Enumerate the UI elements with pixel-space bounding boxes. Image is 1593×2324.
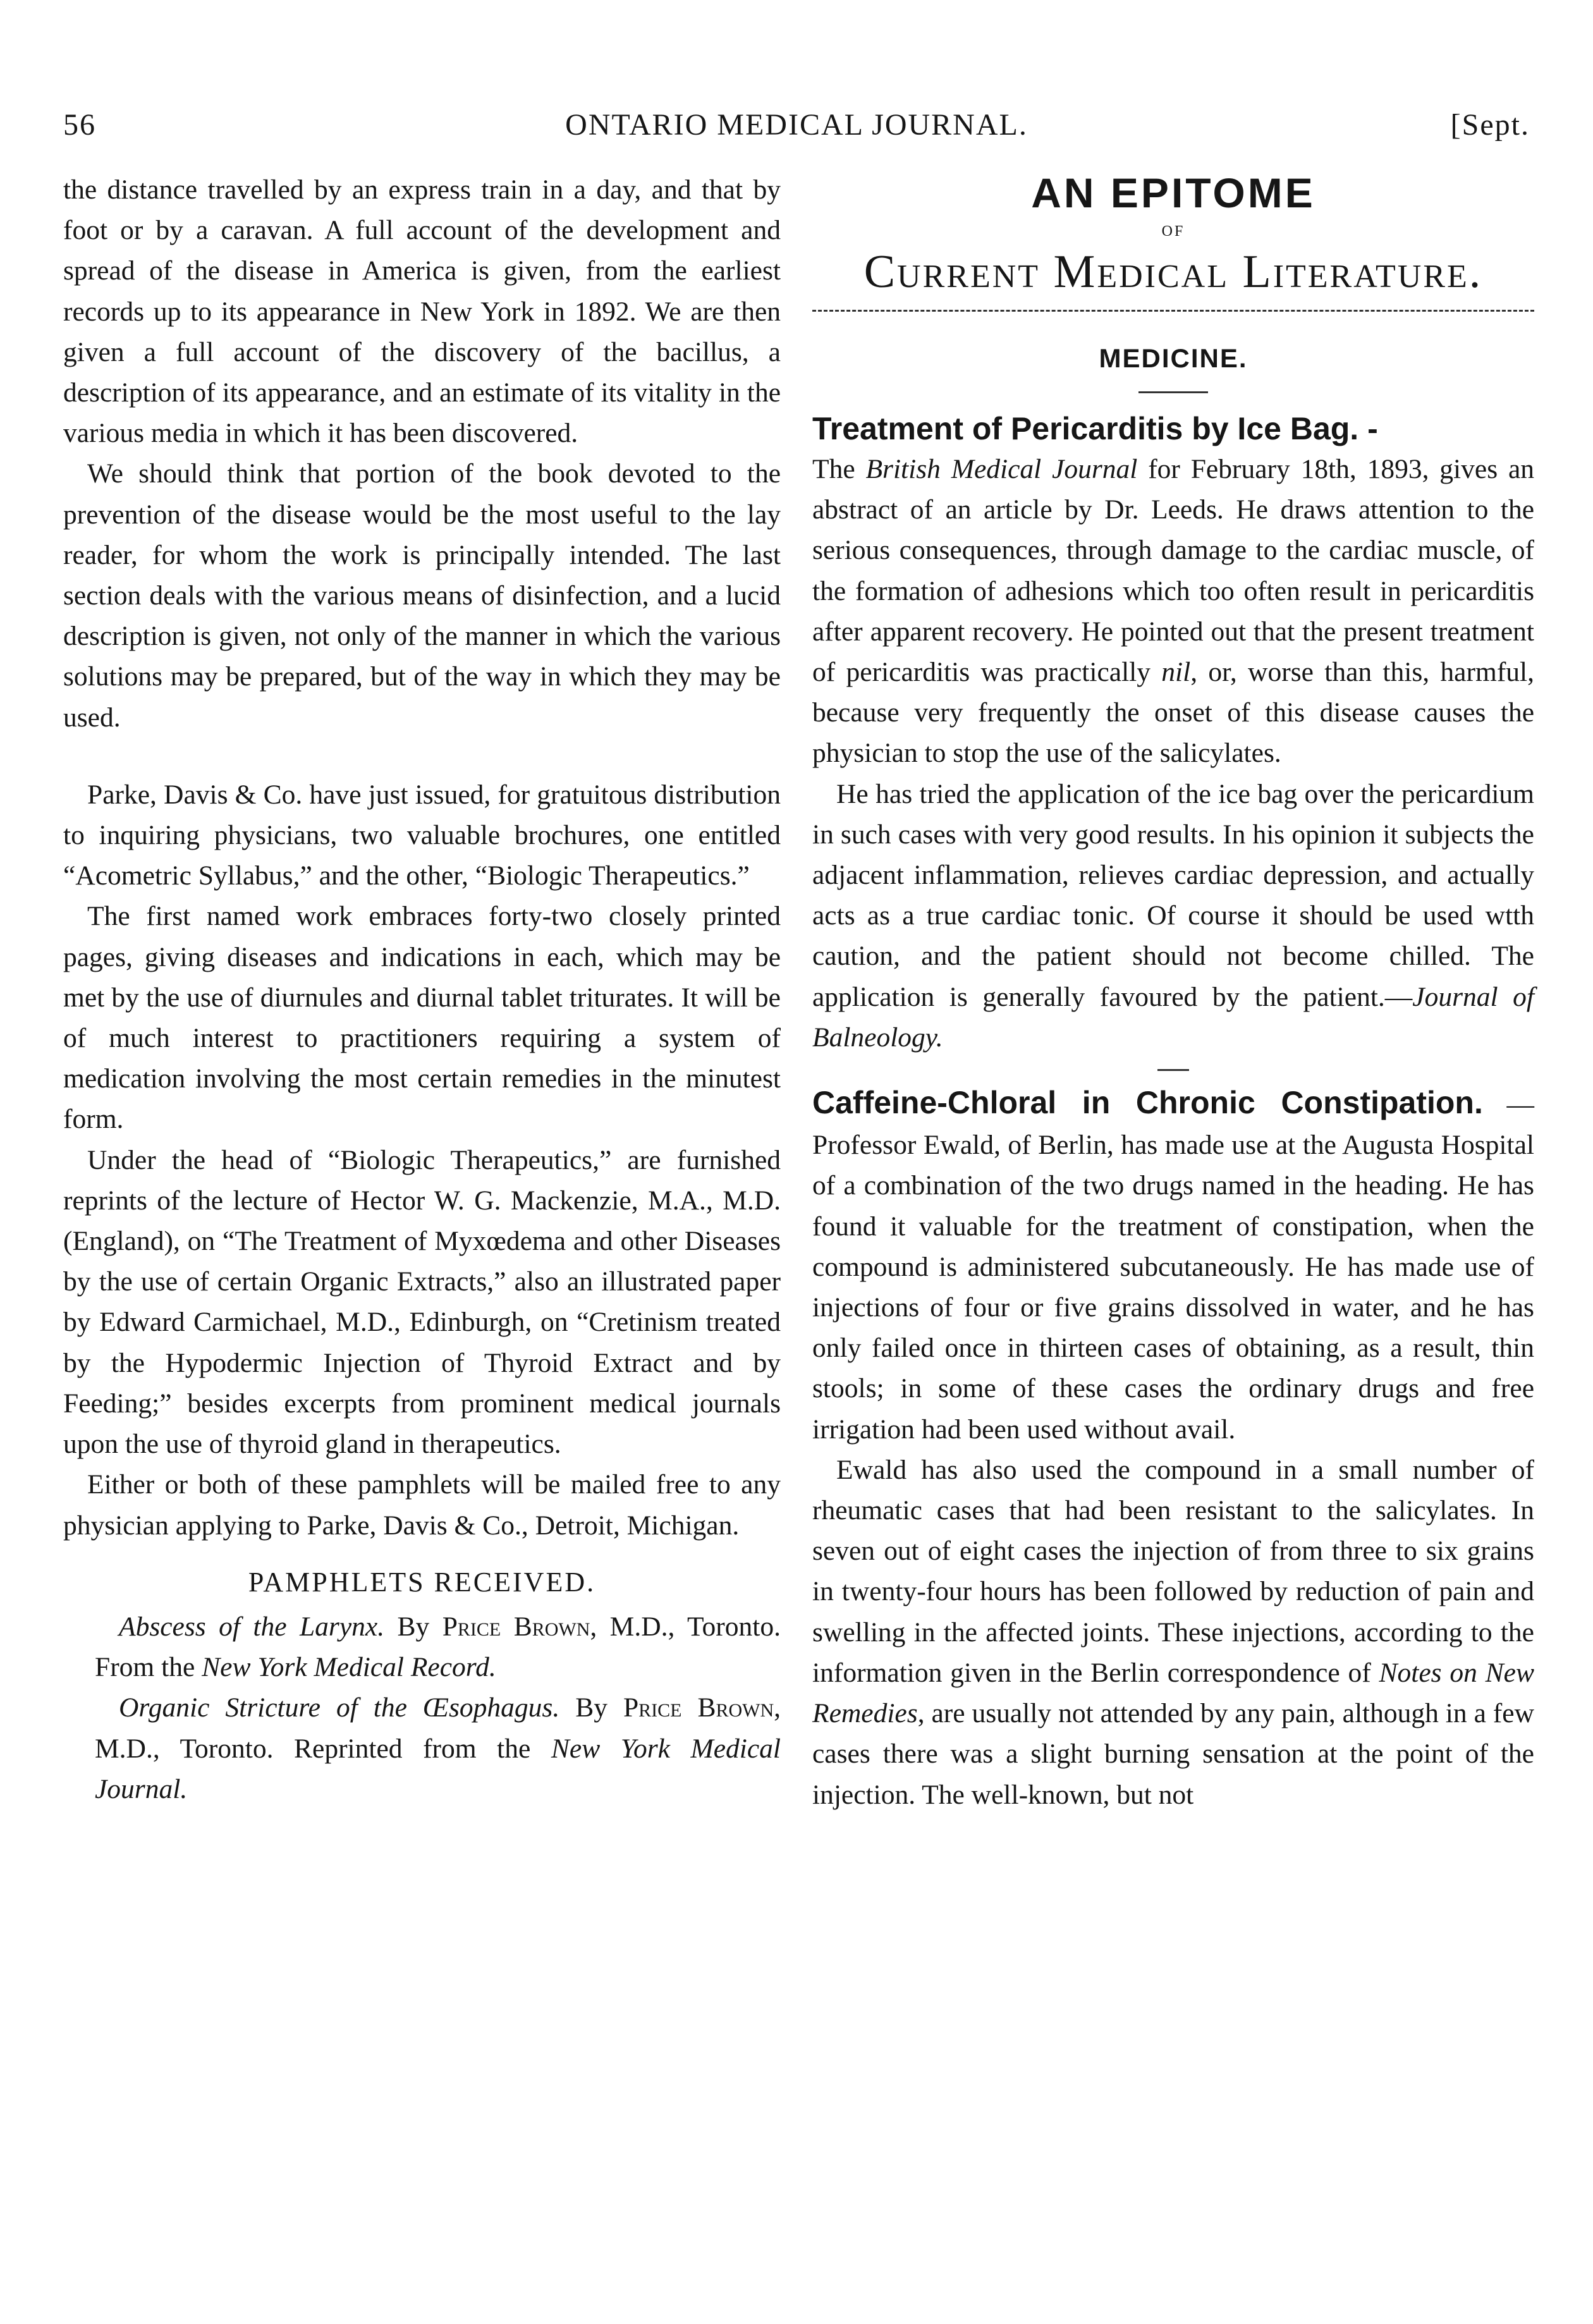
right-column (812, 169, 1534, 1815)
paragraph: The first named work embraces forty-two closely printed pages, giving diseases and indications in each, which may be met by the use of diurnules and diurnal tablet triturates. It will be of much interest to practitioners requiring a system of medication involving the most certain remedies in the minutest form. (63, 901, 781, 1135)
pamphlet-source: New York Medical Record. (202, 1652, 496, 1683)
epitome-title: AN EPITOME (1031, 169, 1315, 216)
pamphlet-entry: Abscess of the Larynx. By Price Brown, M.D., Toronto. From the New York Medical Record. (95, 1611, 781, 1683)
journal-citation: British Medical Journal (865, 454, 1138, 484)
issue-month: [Sept. (1450, 108, 1530, 142)
article-title: Treatment of Pericarditis by Ice Bag. - (812, 411, 1378, 446)
article-title: Caffeine-Chloral in Chronic Constipation. (812, 1085, 1483, 1121)
epitome-of: OF (1161, 223, 1185, 240)
pamphlets-heading: PAMPHLETS RECEIVED. (248, 1566, 596, 1598)
paragraph: The British Medical Journal for February 18th, 1893, gives an abstract of an article by Dr. Leeds. He draws attention to the serious consequences, through damage to the cardiac muscle, of the formation of adhesions which too often result in pericarditis after apparent recovery. He pointed out that the present treatment of pericarditis was practically nil, or, worse than this, harmful, because very frequently the onset of this disease causes the physician to stop the use of the salicylates. (812, 454, 1535, 769)
paragraph: Under the head of “Biologic Therapeutics,” are furnished reprints of the lecture of Hector W. G. Mackenzie, M.A., M.D. (England), on “The Treatment of Myxœdema and other Diseases by the use of certain Organic Extracts,” also an illustrated paper by Edward Carmichael, M.D., Edinburgh, on “Cretinism treated by the Hypodermic Injection of Thyroid Extract and by Feeding;” besides excerpts from prominent medical journals upon the use of thyroid gland in therapeutics. (63, 1144, 781, 1460)
article-divider (1157, 1069, 1189, 1071)
paragraph: the distance travelled by an express train in a day, and that by foot or by a caravan. A full account of the development and spread of the disease in America is given, from the earliest records up to its appearance in New York in 1892. We are then given a full account of the discovery of the bacillus, a description of its appearance, and an estimate of its vitality in the various media in which it has been discovered. (63, 174, 781, 449)
paragraph: We should think that portion of the book devoted to the prevention of the disease would be the most useful to the lay reader, for whom the work is principally intended. The last section deals with the various means of disinfection, and a lucid description is given, not only of the manner in which the various solutions may be prepared, but of the way in which they may be used. (63, 458, 781, 733)
left-column (63, 169, 781, 1809)
pamphlet-author: Price Brown (623, 1692, 774, 1723)
journal-citation: Journal of Balneology. (812, 981, 1534, 1053)
journal-title: ONTARIO MEDICAL JOURNAL. (565, 108, 1028, 142)
pamphlet-source: New York Medical Journal. (95, 1733, 781, 1804)
pamphlet-title: Organic Stricture of the Œsophagus. (119, 1692, 560, 1723)
paragraph: Caffeine-Chloral in Chronic Constipation. —Professor Ewald, of Berlin, has made use at the Augusta Hospital of a combination of the two drugs named in the heading. He has found it valuable for the treatment of constipation, when the compound is administered subcutaneously. He has made use of injections of four or five grains dissolved in water, and he has only failed once in thirteen cases of obtaining, as a result, thin stools; in some of these cases the ordinary drugs and free irrigation had been used without avail. (812, 1085, 1534, 1445)
running-header (63, 107, 1530, 158)
pamphlet-title: Abscess of the Larynx. (119, 1611, 385, 1642)
epitome-subtitle: Current Medical Literature. (864, 246, 1483, 298)
paragraph: He has tried the application of the ice bag over the pericardium in such cases with very good results. In his opinion it subjects the adjacent inflammation, relieves cardiac depression, and actually acts as a true cardiac tonic. Of course it should be used wtth caution, and the patient should not become chilled. The application is generally favoured by the patient.—Journal of Balneology. (812, 778, 1534, 1053)
page-number: 56 (63, 108, 96, 142)
paragraph: Parke, Davis & Co. have just issued, for gratuitous distribution to inquiring physicians, two valuable brochures, one entitled “Acometric Syllabus,” and the other, “Biologic Therapeutics.” (63, 779, 781, 891)
pamphlet-entry: Organic Stricture of the Œsophagus. By Price Brown, M.D., Toronto. Reprinted from the New York Medical Journal. (95, 1692, 781, 1804)
pamphlet-author: Price Brown (442, 1611, 590, 1642)
section-heading: MEDICINE. (1099, 343, 1248, 373)
paragraph: Either or both of these pamphlets will be mailed free to any physician applying to Parke, Davis & Co., Detroit, Michigan. (63, 1469, 781, 1541)
paragraph: Ewald has also used the compound in a small number of rheumatic cases that had been resistant to the salicylates. In seven out of eight cases the injection of from three to six grains in twenty-four hours has been followed by reduction of pain and swelling in the affected joints. These injections, according to the information given in the Berlin correspondence of Notes on New Remedies, are usually not attended by any pain, although in a few cases there was a slight burning sensation at the point of the injection. The well-known, but not (812, 1454, 1534, 1810)
dashed-divider (812, 310, 1534, 312)
short-divider (1138, 391, 1208, 393)
journal-citation: Notes on New Remedies (812, 1657, 1534, 1729)
